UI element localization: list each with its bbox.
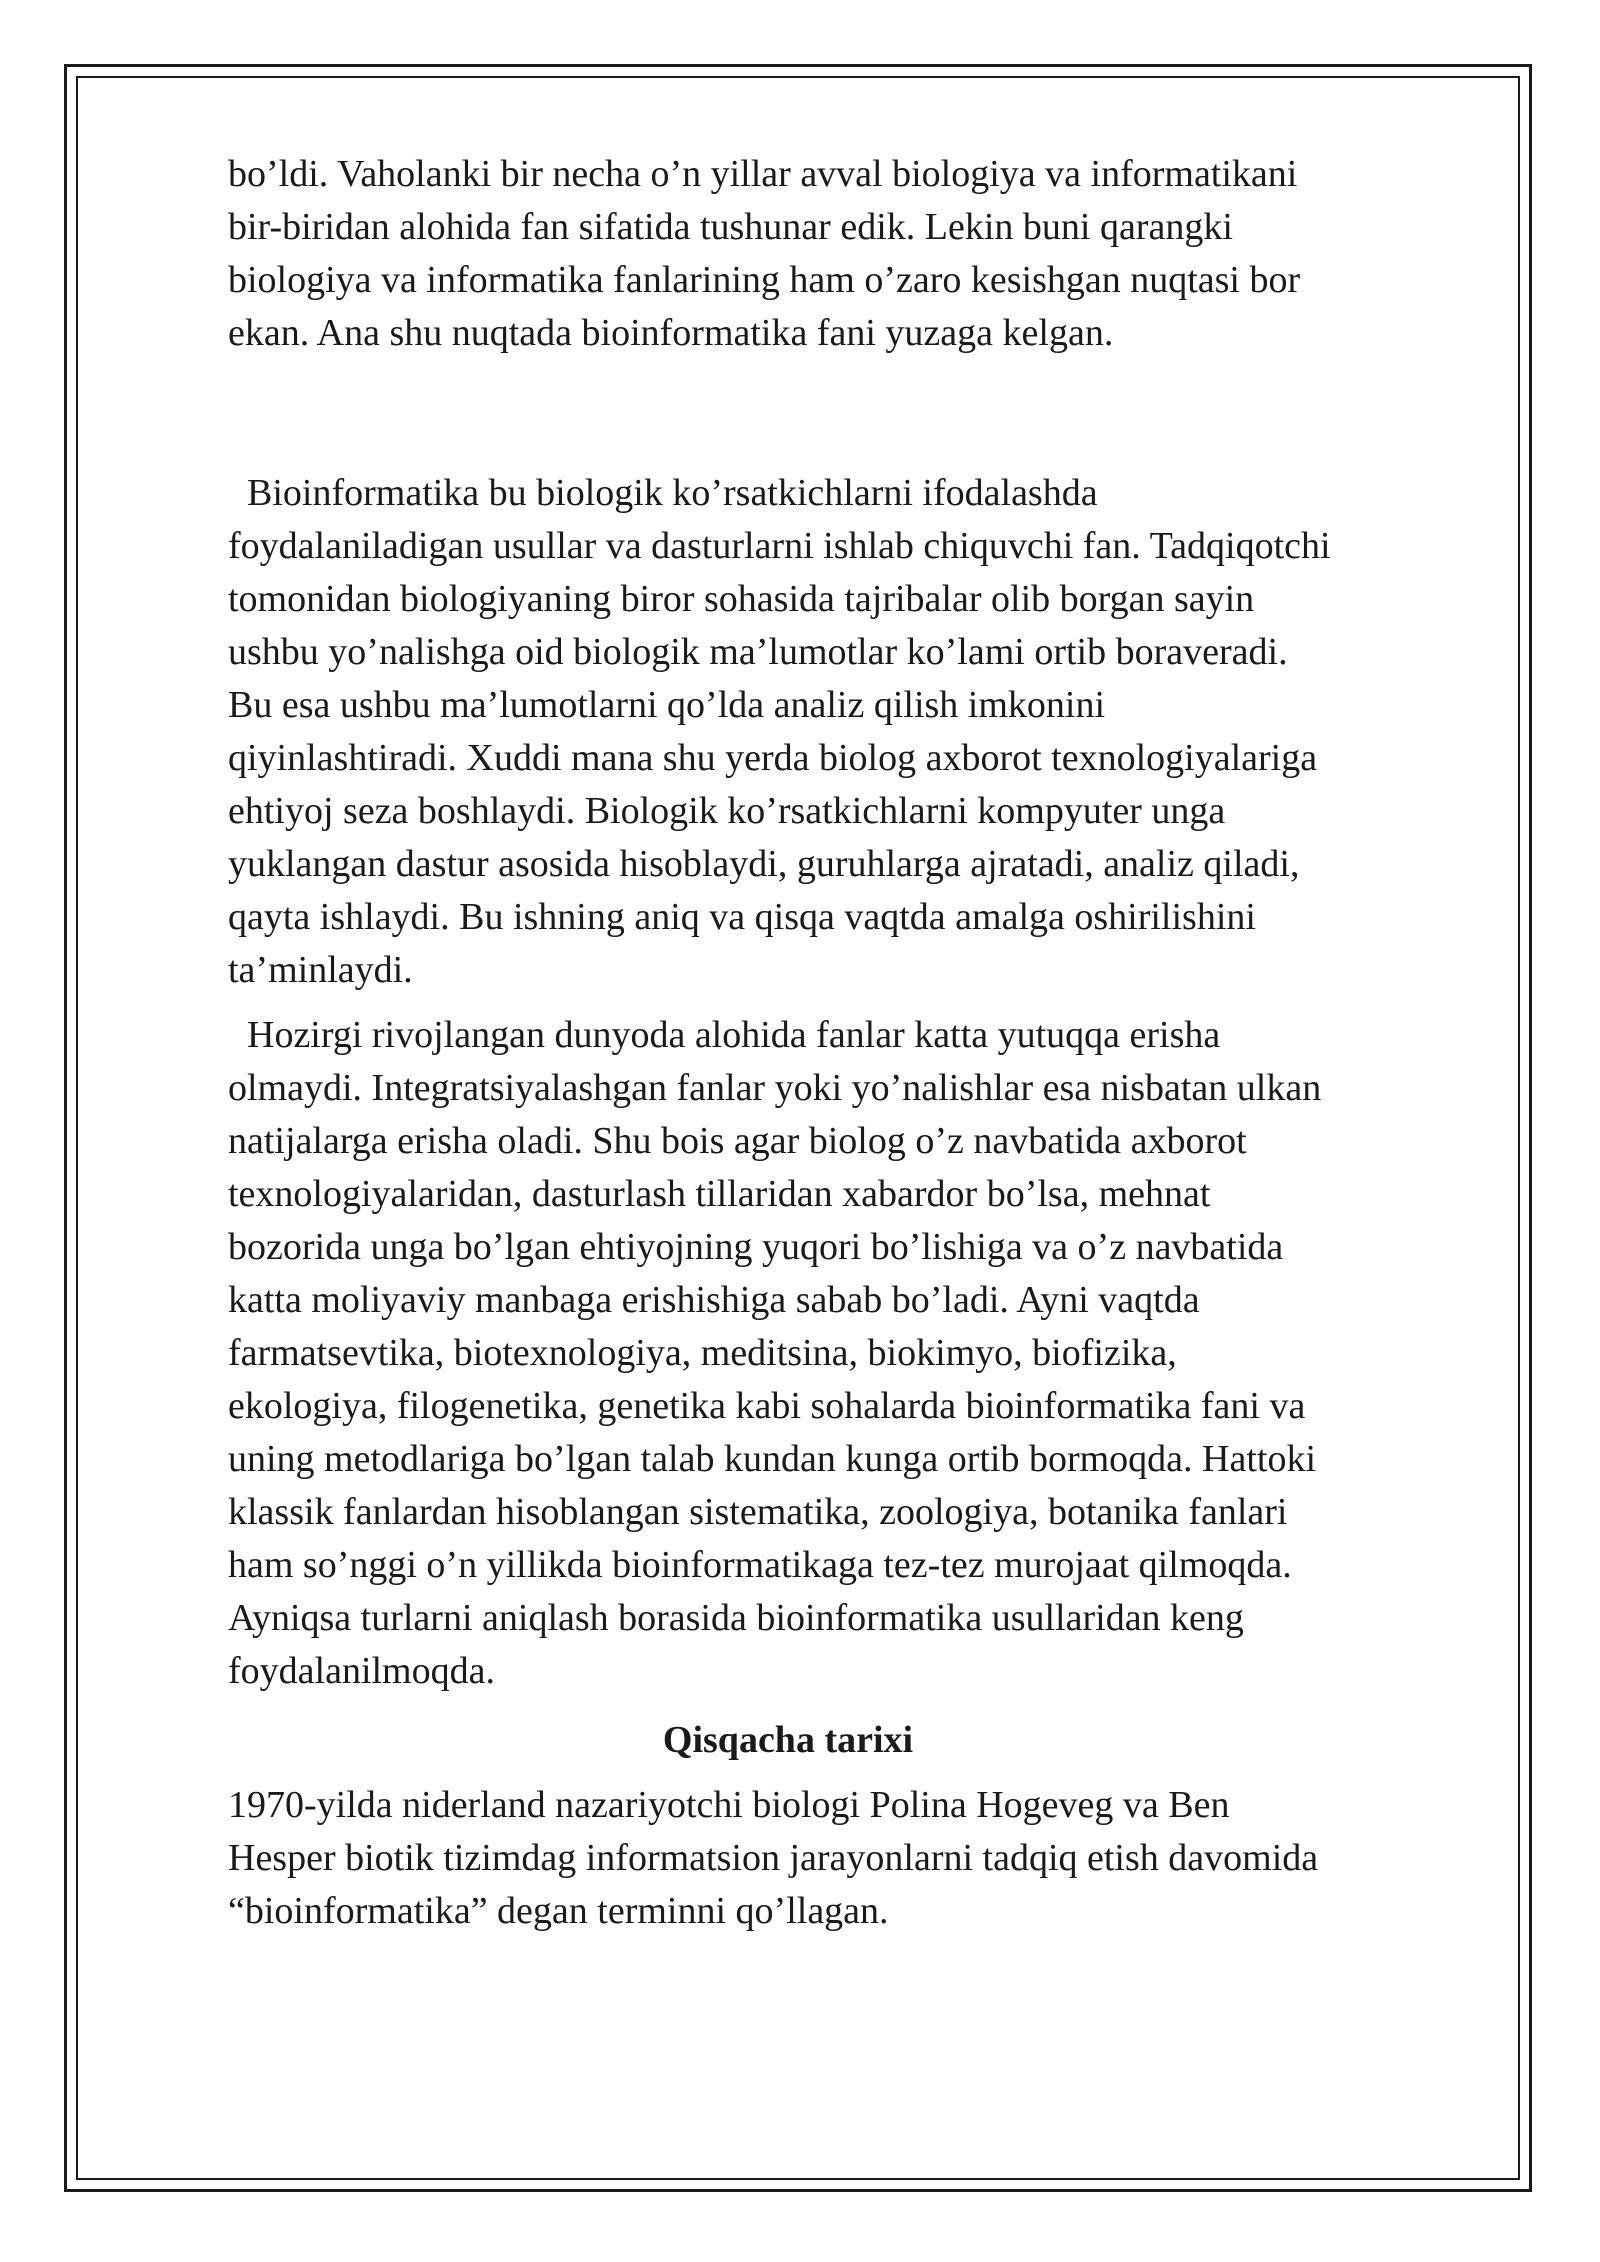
paragraph-definition: Bioinformatika bu biologik ko’rsatkichlarni ifodalashda foydalaniladigan usullar va dasturlarni ishlab chiquvchi fan. Tadqiqotchi tomonidan biologiyaning biror sohasida tajribalar olib borgan sayin ushbu yo’nalishga oid biologik ma’lumotlar ko’lami ortib boraveradi. Bu esa ushbu ma’lumotlarni qo’lda analiz qilish imkonini qiyinlashtiradi. Xuddi mana shu yerda biolog axborot texnologiyalariga ehtiyoj seza boshlaydi. Biologik ko’rsatkichlarni kompyuter unga yuklangan dastur asosida hisoblaydi, guruhlarga ajratadi, analiz qiladi, qayta ishlaydi. Bu ishning aniq va qisqa vaqtda amalga oshirilishini ta’minlaydi. xyxy=(228,472,1331,991)
paragraph-history: 1970-yilda niderland nazariyotchi biologi Polina Hogeveg va Ben Hesper biotik tizimdag informatsion jarayonlarni tadqiq etish davomida “bioinformatika” degan terminni qo’llagan. xyxy=(228,1784,1319,1932)
section-heading: Qisqacha tarixi xyxy=(662,1719,914,1761)
document-body xyxy=(228,148,1498,1938)
paragraph-intro-continuation: bo’ldi. Vaholanki bir necha o’n yillar avval biologiya va informatikani bir-biridan alohida fan sifatida tushunar edik. Lekin buni qarangki biologiya va informatika fanlarining ham o’zaro kesishgan nuqtasi bor ekan. Ana shu nuqtada bioinformatika fani yuzaga kelgan. xyxy=(228,153,1301,354)
paragraph-integration: Hozirgi rivojlangan dunyoda alohida fanlar katta yutuqqa erisha olmaydi. Integratsiyalashgan fanlar yoki yo’nalishlar esa nisbatan ulkan natijalarga erisha oladi. Shu bois agar biolog o’z navbatida axborot texnologiyalaridan, dasturlash tillaridan xabardor bo’lsa, mehnat bozorida unga bo’lgan ehtiyojning yuqori bo’lishiga va o’z navbatida katta moliyaviy manbaga erishishiga sabab bo’ladi. Ayni vaqtda farmatsevtika, biotexnologiya, meditsina, biokimyo, biofizika, ekologiya, filogenetika, genetika kabi sohalarda bioinformatika fani va uning metodlariga bo’lgan talab kundan kunga ortib bormoqda. Hattoki klassik fanlardan hisoblangan sistematika, zoologiya, botanika fanlari ham so’nggi o’n yillikda bioinformatikaga tez-tez murojaat qilmoqda. Ayniqsa turlarni aniqlash borasida bioinformatika usullaridan keng foydalanilmoqda. xyxy=(228,1014,1322,1692)
